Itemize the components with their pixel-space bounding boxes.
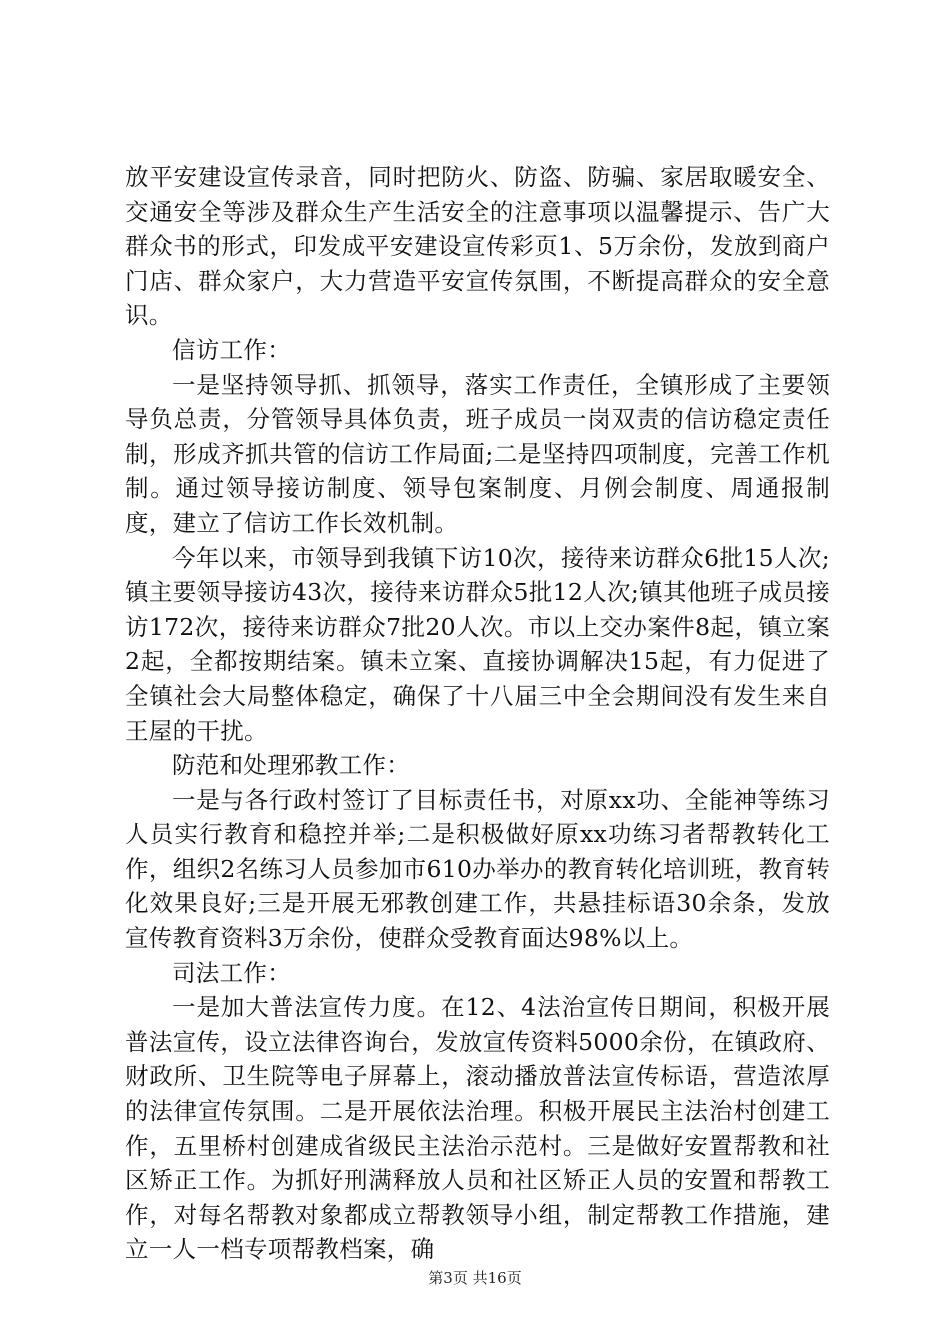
section-heading-petition: 信访工作： [172,335,291,364]
document-body [125,160,830,1267]
section-heading-judicial: 司法工作： [172,958,291,987]
paragraph-petition-measures: 一是坚持领导抓、抓领导，落实工作责任，全镇形成了主要领导负总责，分管领导具体负责，班子成员一岗双责的信访稳定责任制，形成齐抓共管的信访工作局面;二是坚持四项制度，完善工作机制。通过领导接访制度、领导包案制度、月例会制度、周通报制度，建立了信访工作长效机制。 [125,370,830,537]
paragraph-judicial: 一是加大普法宣传力度。在12、4法治宣传日期间，积极开展普法宣传，设立法律咨询台，发放宣传资料5000余份，在镇政府、财政所、卫生院等电子屏幕上，滚动播放普法宣传标语，营造浓厚的法律宣传氛围。二是开展依法治理。积极开展民主法治村创建工作，五里桥村创建成省级民主法治示范村。三是做好安置帮教和社区矫正工作。为抓好刑满释放人员和社区矫正人员的安置和帮教工作，对每名帮教对象都成立帮教领导小组，制定帮教工作措施，建立一人一档专项帮教档案，确 [125,993,830,1264]
section-heading-cult-prevention: 防范和处理邪教工作： [172,751,410,780]
paragraph-cult-prevention: 一是与各行政村签订了目标责任书，对原xx功、全能神等练习人员实行教育和稳控并举;二是积极做好原xx功练习者帮教转化工作，组织2名练习人员参加市610办举办的教育转化培训班，教育转化效果良好;三是开展无邪教创建工作，共悬挂标语30余条，发放宣传教育资料3万余份，使群众受教育面达98%以上。 [125,785,830,953]
paragraph-petition-statistics: 今年以来，市领导到我镇下访10次，接待来访群众6批15人次;镇主要领导接访43次，接待来访群众5批12人次;镇其他班子成员接访172次，接待来访群众7批20人次。市以上交办案件8起，镇立案2起，全都按期结案。镇未立案、直接协调解决15起，有力促进了全镇社会大局整体稳定，确保了十八届三中全会期间没有发生来自王屋的干扰。 [125,543,830,745]
paragraph-continued: 放平安建设宣传录音，同时把防火、防盗、防骗、家居取暖安全、交通安全等涉及群众生产生活安全的注意事项以温馨提示、告广大群众书的形式，印发成平安建设宣传彩页1、5万余份，发放到商户门店、群众家户，大力营造平安宣传氛围，不断提高群众的安全意识。 [125,163,830,330]
page-number-footer: 第3页 共16页 [428,1269,522,1287]
